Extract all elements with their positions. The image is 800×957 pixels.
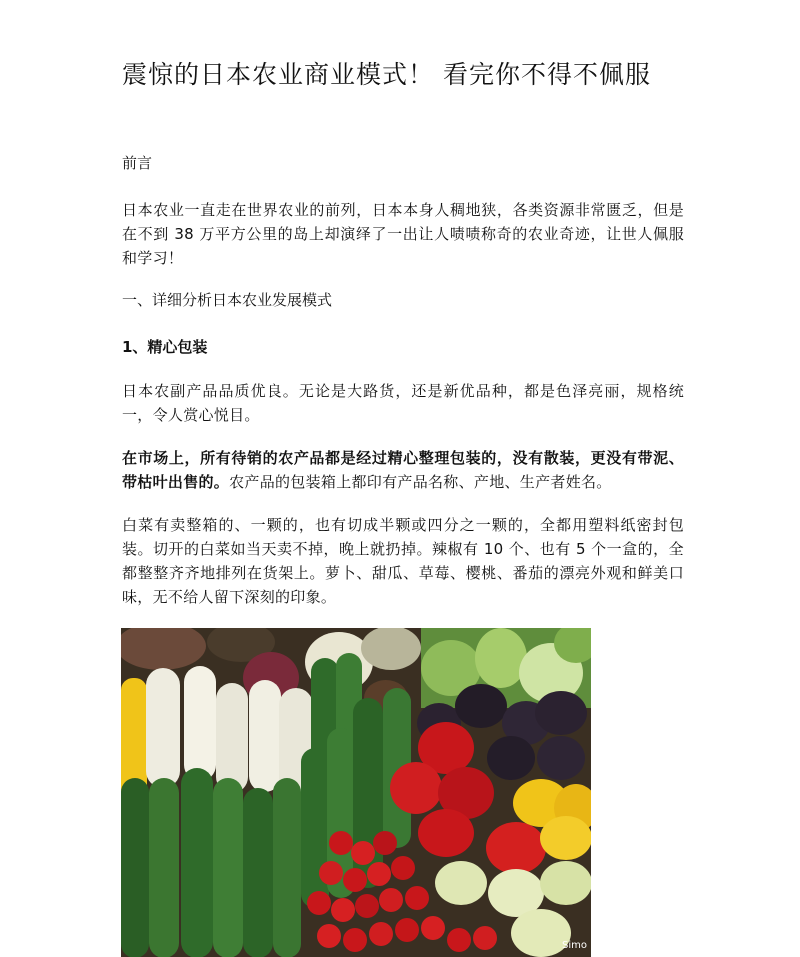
preface-heading: 前言 <box>122 154 153 172</box>
quality-paragraph: 日本农副产品品质优良。无论是大路货，还是新优品种，都是色泽亮丽，规格统一，令人赏心悦目。 <box>122 382 684 424</box>
vegetables-illustration <box>121 628 591 957</box>
intro-paragraph: 日本农业一直走在世界农业的前列，日本本身人稠地狭，各类资源非常匮乏，但是在不到 38 万平方公里的岛上却演绎了一出让人啧啧称奇的农业奇迹，让世人佩服和学习！ <box>122 201 684 267</box>
market-paragraph-emphasis: 在市场上，所有待销的农产品都是经过精心整理包装的，没有散装，更没有带泥、带枯叶出售的。 <box>122 449 684 491</box>
vegetables-photo <box>121 628 591 957</box>
subsection-heading: 1、精心包装 <box>122 338 208 356</box>
section-heading: 一、详细分析日本农业发展模式 <box>122 291 333 309</box>
document-title: 震惊的日本农业商业模式！ 看完你不得不佩服 <box>122 60 651 89</box>
photo-watermark: Simo <box>562 940 587 951</box>
market-paragraph-rest: 农产品的包装箱上都印有产品名称、产地、生产者姓名。 <box>229 473 612 491</box>
cabbage-paragraph: 白菜有卖整箱的、一颗的，也有切成半颗或四分之一颗的，全都用塑料纸密封包装。切开的白菜如当天卖不掉，晚上就扔掉。辣椒有 10 个、也有 5 个一盒的，全都整整齐齐地排列在货架上。萝卜、甜瓜、草莓、樱桃、番茄的漂亮外观和鲜美口味，无不给人留下深刻的印象。 <box>122 516 684 606</box>
market-paragraph <box>122 446 684 494</box>
